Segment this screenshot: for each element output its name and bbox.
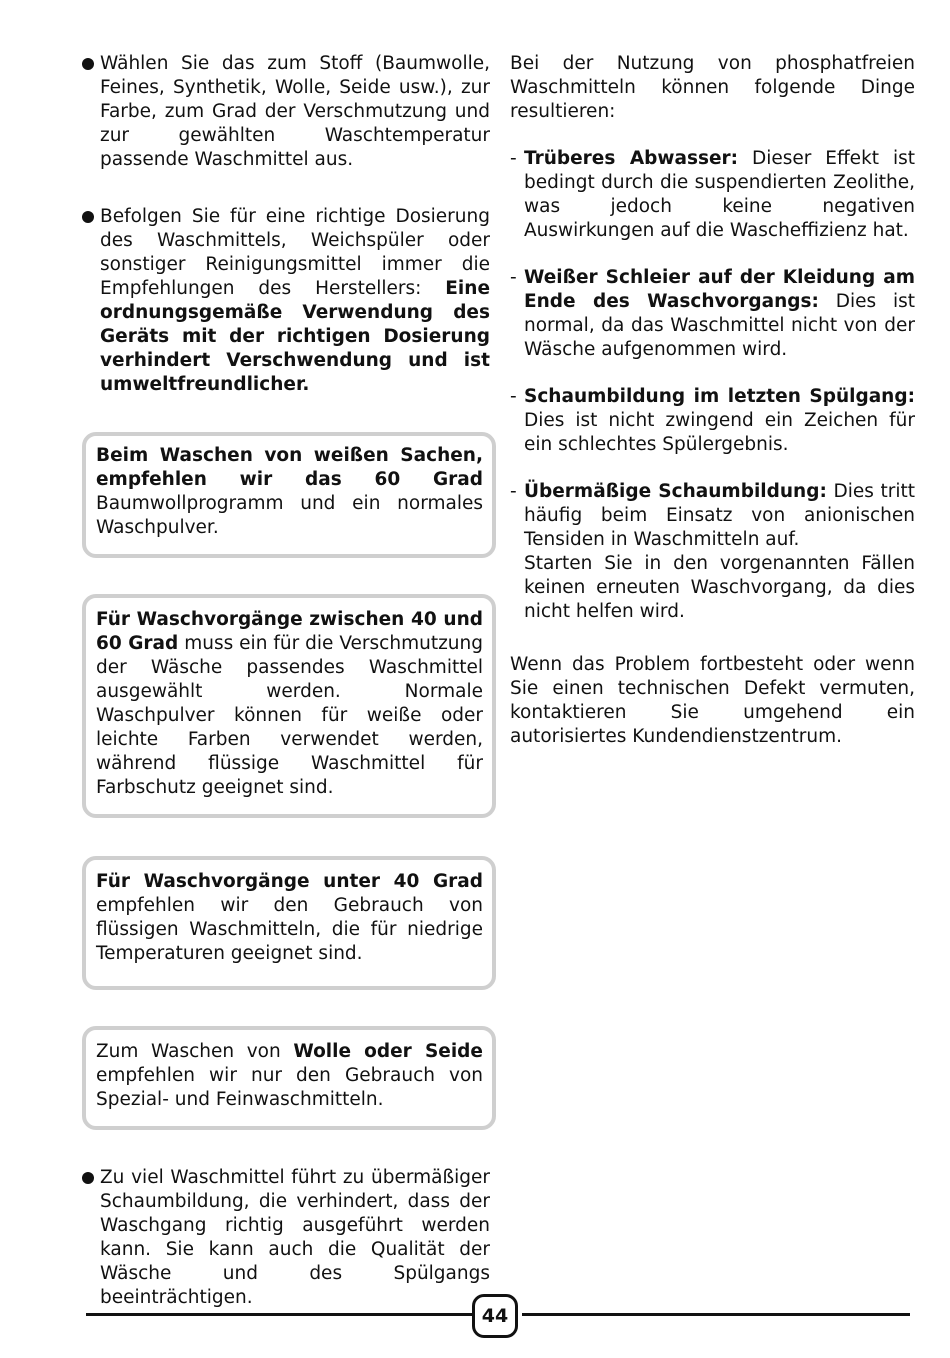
box-bold-text: Für Waschvorgänge unter 40 Grad [96,871,483,892]
list-item-white-film: - Weißer Schleier auf der Kleidung am Ende des Waschvorgangs: Dies ist normal, da das Waschmittel nicht von der Wäsche aufgenommen wird. [510,267,915,360]
list-item-text: Dies tritt häufig beim Einsatz von anionischen Tensiden in Waschmitteln auf. [524,481,916,550]
box-text: Zum Waschen von [96,1041,281,1062]
box-bold-text: Wolle oder Seide [293,1041,483,1062]
list-item-bold: Schaumbildung im letzten Spülgang: [524,386,915,407]
box-text: muss ein für die Verschmutzung der Wäsche passendes Waschmittel ausgewählt werden. Normale Waschpulver können für weiße oder leichte Farben verwendet werden, während flüssige Waschmittel für Farbschutz geeignet sind. [96,633,483,798]
bullet-dot-icon [82,211,94,223]
bullet-text [100,205,490,397]
list-item-text-continued: Starten Sie in den vorgenannten Fällen keinen erneuten Waschvorgang, da dies nicht helfen wird. [524,553,915,622]
bullet-dosage [80,205,490,397]
service-contact-note: Wenn das Problem fortbesteht oder wenn Sie einen technischen Defekt vermuten, kontaktieren Sie umgehend ein autorisiertes Kundendienstzentrum. [510,654,915,747]
bullet-too-much-detergent [80,1166,490,1310]
list-item-bold: Trüberes Abwasser: [524,148,739,169]
info-box-below-40-degrees [82,856,496,990]
list-item-text: Dies ist normal, da das Waschmittel nicht von der Wäsche aufgenommen wird. [524,291,915,360]
list-item-text: Dies ist nicht zwingend ein Zeichen für ein schlechtes Spülergebnis. [524,410,915,455]
bullet-dosage-bold: Eine ordnungsgemäße Verwendung des Geräts mit der richtigen Dosierung verhindert Verschwendung und ist umweltfreundlicher. [100,278,490,395]
left-column [80,52,490,1310]
bullet-text: Wählen Sie das zum Stoff (Baumwolle, Feines, Synthetik, Wolle, Seide usw.), zur Farbe, zum Grad der Verschmutzung und zur gewählten Waschtemperatur passende Waschmittel aus. [100,53,490,170]
box-text: empfehlen wir nur den Gebrauch von Spezial- und Feinwaschmitteln. [96,1065,483,1110]
bullet-dosage-text: Befolgen Sie für eine richtige Dosierung des Waschmittels, Weichspüler oder sonstiger Reinigungsmittel immer die Empfehlungen des Herstellers: [100,206,490,299]
bullet-dot-icon [82,58,94,70]
footer-rule-right [522,1313,910,1316]
box-text: Baumwollprogramm und ein normales Waschpulver. [96,493,483,538]
list-item-bold: Weißer Schleier auf der Kleidung am Ende des Waschvorgangs: [524,267,915,312]
bullet-dot-icon [82,1172,94,1184]
info-box-wool-silk [82,1026,496,1130]
info-box-white-laundry [82,432,496,558]
box-bold-text: Für Waschvorgänge zwischen 40 und 60 Grad [96,609,483,654]
box-bold-text: Beim Waschen von weißen Sachen, empfehlen wir das 60 Grad [96,445,483,490]
list-item-excessive-foam: - Übermäßige Schaumbildung: Dies tritt häufig beim Einsatz von anionischen Tensiden in Waschmitteln auf. Starten Sie in den vorgenannten Fällen keinen erneuten Waschvorgang, da dies nicht helfen wird. [510,481,916,622]
bullet-detergent-choice [80,52,490,172]
page-number: 44 [472,1294,518,1338]
list-item-foam-last-rinse: - Schaumbildung im letzten Spülgang: Dies ist nicht zwingend ein Zeichen für ein schlechtes Spülergebnis. [510,386,915,455]
right-column [510,52,915,749]
list-item-bold: Übermäßige Schaumbildung: [524,481,827,502]
phosphate-free-intro: Bei der Nutzung von phosphatfreien Waschmitteln können folgende Dinge resultieren: [510,53,915,122]
footer-rule-left [86,1313,472,1316]
list-item-cloudy-water: - Trüberes Abwasser: Dieser Effekt ist bedingt durch die suspendierten Zeolithe, was jedoch keine negativen Auswirkungen auf die Wascheffizienz hat. [510,148,915,241]
list-item-text: Dieser Effekt ist bedingt durch die suspendierten Zeolithe, was jedoch keine negativen Auswirkungen auf die Wascheffizienz hat. [524,148,915,241]
box-text: empfehlen wir den Gebrauch von flüssigen Waschmitteln, die für niedrige Temperaturen geeignet sind. [96,895,483,964]
info-box-40-60-degrees [82,594,496,818]
bullet-text: Zu viel Waschmittel führt zu übermäßiger Schaumbildung, die verhindert, dass der Waschgang richtig ausgeführt werden kann. Sie kann auch die Qualität der Wäsche und des Spülgangs beeinträchtigen. [100,1167,490,1308]
